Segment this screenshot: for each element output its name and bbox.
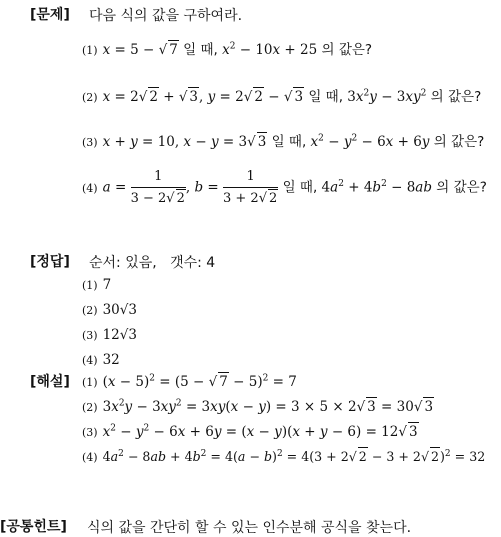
problem-item-2: (2) x = 2√ 2 + √ 3, y = 2√ 2 − √ 3 일 때, $3x^2y - 3xy^2$ 의 값은? <box>82 88 482 105</box>
item-number: (2) <box>82 401 98 414</box>
hint-tag: [공통힌트] <box>0 519 67 535</box>
answer-value: 32 <box>102 352 120 368</box>
answer-item-2 <box>82 301 137 320</box>
item-number: (3) <box>82 136 98 149</box>
item-number: (4) <box>82 451 98 464</box>
item-question: 의 값은? <box>433 134 485 150</box>
problem-item-1: (1) x = 5 − √ 7 일 때, $x^2 - 10x + 25$ 의 값은? <box>82 41 373 58</box>
solution-item-1: (1) $(x - 5)^2 = (5$ − √ 7 − 5)$^2$ = 7 <box>82 373 297 390</box>
item-text: 일 때, <box>308 89 344 105</box>
hint-text: 식의 값을 간단히 할 수 있는 인수분해 공식을 찾는다. <box>87 520 412 536</box>
item-number: (4) <box>82 181 98 195</box>
answer-value: 30√3 <box>102 302 137 318</box>
item-number: (1) <box>82 376 98 389</box>
item-question: 의 값은? <box>321 42 373 58</box>
answer-meta: 순서: 있음, 갯수: 4 <box>89 255 216 271</box>
answer-value: 12√3 <box>102 327 137 343</box>
item-question: 의 값은? <box>430 89 482 105</box>
solution-item-3: (3) $x^2 - y^2 - 6x + 6y = (x - y)(x + y - 6) = 12√$ 3 <box>82 423 418 440</box>
answer-item-3 <box>82 326 137 345</box>
item-number: (2) <box>82 304 98 317</box>
problem-stem: 다음 식의 값을 구하여라. <box>89 8 243 24</box>
item-number: (3) <box>82 329 98 342</box>
item-number: (2) <box>82 91 98 104</box>
solution-item-4: (4) $4a^2 - 8ab + 4b^2 = 4(a - b)^2 = 4(3 + 2√$ 2 − 3 + 2√ 2)$^2$ = 32 <box>82 448 486 464</box>
problem-item-3: (3) x + y = 10, x − y = 3√ 3 일 때, $x^2 - y^2 - 6x + 6y$ 의 값은? <box>82 133 485 150</box>
item-number: (1) <box>82 279 98 292</box>
item-number: (1) <box>82 44 98 57</box>
item-question: 의 값은? <box>436 179 487 196</box>
answer-value: 7 <box>102 277 112 293</box>
solution-item-2: (2) $3x^2y - 3xy^2 = 3xy(x - y) = 3 \times 5 \times 2√$ 3 = 30√ 3 <box>82 398 434 415</box>
answer-item-4 <box>82 351 120 370</box>
item-number: (3) <box>82 426 98 439</box>
problem-item-4: (4) a = $\frac{1}{3 - 2√ 2}$ , b = $\frac{1}{3 + 2√ 2}$ 일 때, $4a^2 + 4b^2 - 8ab$ 의 값은? <box>82 169 487 206</box>
item-text: 일 때, <box>183 42 218 58</box>
answer-item-1 <box>82 276 111 295</box>
problem-tag: [문제] <box>30 7 70 23</box>
solution-tag: [해설] <box>30 374 70 390</box>
item-text: 일 때, <box>271 134 307 150</box>
answer-tag: [정답] <box>30 254 70 270</box>
item-text: 일 때, <box>282 179 318 196</box>
item-number: (4) <box>82 354 98 367</box>
